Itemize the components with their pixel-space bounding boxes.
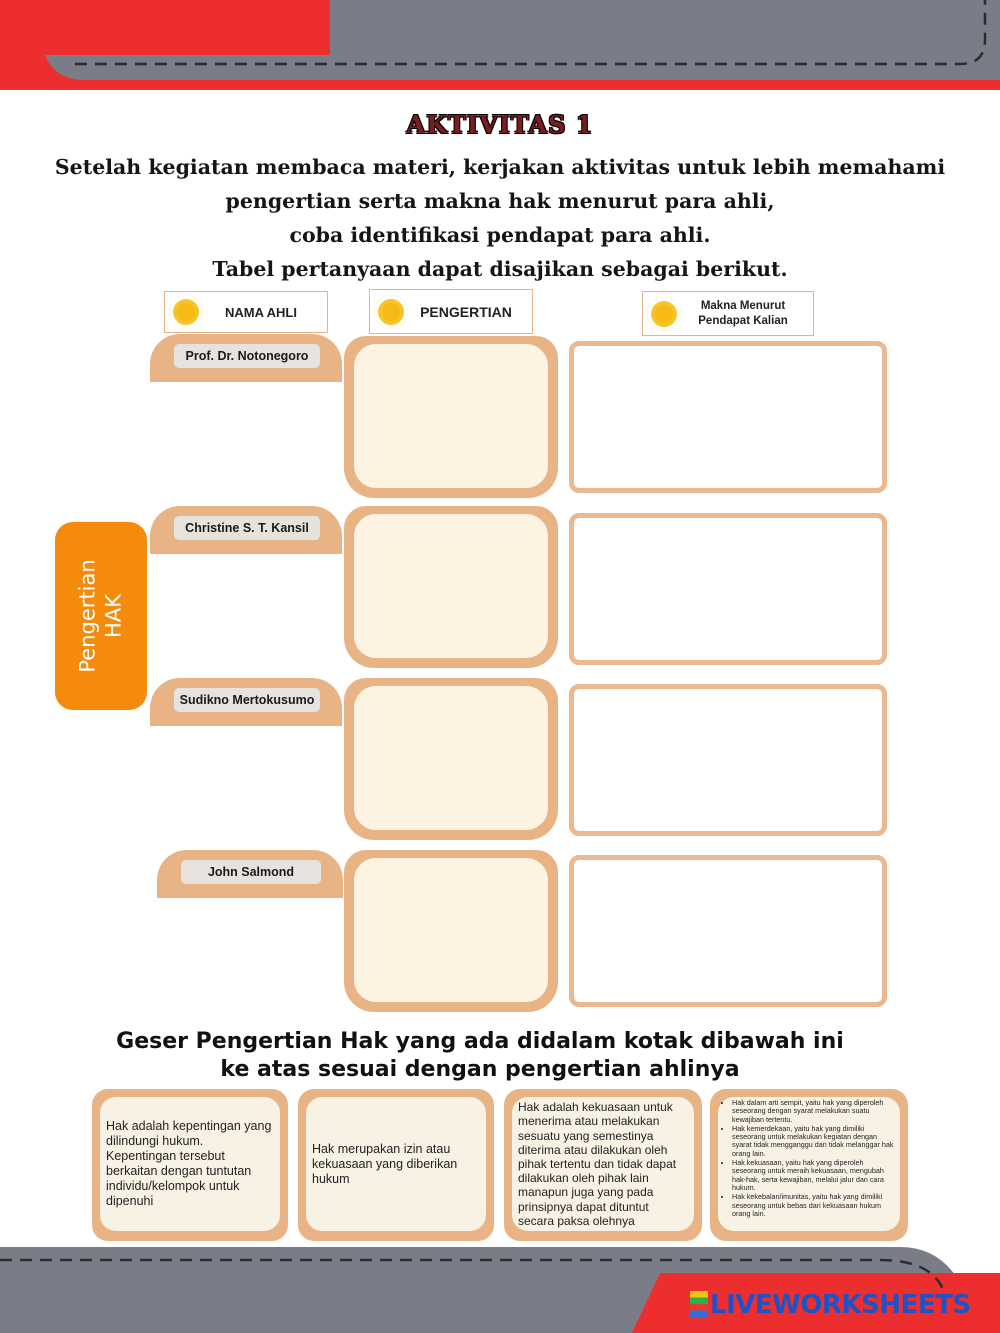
meaning-answer-box[interactable] bbox=[569, 855, 887, 1007]
meaning-answer-box[interactable] bbox=[569, 684, 887, 836]
card-list bbox=[718, 1097, 900, 1231]
header-name bbox=[164, 291, 328, 333]
top-decorative-band bbox=[0, 0, 1000, 90]
instruction-line: pengertian serta makna hak menurut para ahli, bbox=[225, 189, 775, 213]
expert-name: Sudikno Mertokusumo bbox=[174, 688, 320, 712]
draggable-card[interactable] bbox=[504, 1089, 702, 1241]
instruction-line: coba identifikasi pendapat para ahli. bbox=[289, 223, 711, 247]
list-item: • Hak kemerdekaan, yaitu hak yang dimiliki seseorang untuk melakukan kegiatan dengan syarat tidak mengganggu dan tidak melanggar hak orang lain. bbox=[732, 1125, 896, 1158]
header-definition-label: PENGERTIAN bbox=[420, 303, 512, 320]
draggable-card[interactable] bbox=[92, 1089, 288, 1241]
liveworksheets-logo bbox=[690, 1290, 971, 1320]
drag-instruction-line: ke atas sesuai dengan pengertian ahlinya bbox=[220, 1057, 740, 1082]
drop-zone-inner bbox=[354, 344, 548, 488]
sun-icon bbox=[169, 295, 203, 329]
header-name-label: NAMA AHLI bbox=[225, 304, 297, 320]
header-meaning-line: Makna Menurut bbox=[700, 299, 786, 312]
sun-icon bbox=[374, 295, 408, 329]
drop-zone-inner bbox=[354, 686, 548, 830]
drop-zone-inner bbox=[354, 514, 548, 658]
instruction-line: Setelah kegiatan membaca materi, kerjakan aktivitas untuk lebih memahami bbox=[54, 155, 946, 179]
list-item: • Hak kekebalan/imunitas, yaitu hak yang dimiliki seseorang untuk bebas dari kekuasaan hukum orang lain. bbox=[732, 1193, 896, 1218]
side-label-line: HAK bbox=[102, 594, 126, 638]
activity-title: AKTIVITAS 1 bbox=[406, 110, 594, 139]
expert-tab bbox=[157, 850, 343, 898]
expert-tab bbox=[150, 678, 342, 726]
expert-name: John Salmond bbox=[181, 860, 321, 884]
definition-drop-zone[interactable] bbox=[344, 336, 558, 498]
card-text: Hak adalah kepentingan yang dilindungi hukum. Kepentingan tersebut berkaitan dengan tuntutan individu/kelompok untuk dipenuhi bbox=[100, 1097, 280, 1231]
expert-name: Christine S. T. Kansil bbox=[174, 516, 320, 540]
meaning-answer-box[interactable] bbox=[569, 513, 887, 665]
live-blocks-icon bbox=[690, 1291, 708, 1317]
header-meaning-line: Pendapat Kalian bbox=[698, 314, 788, 327]
expert-name: Prof. Dr. Notonegoro bbox=[174, 344, 320, 368]
drag-instruction bbox=[80, 1028, 880, 1084]
definition-drop-zone[interactable] bbox=[344, 850, 558, 1012]
draggable-card[interactable] bbox=[710, 1089, 908, 1241]
drag-instruction-line: Geser Pengertian Hak yang ada didalam kotak dibawah ini bbox=[116, 1029, 844, 1054]
instructions bbox=[0, 150, 1000, 286]
card-text: Hak merupakan izin atau kekuasaan yang diberikan hukum bbox=[306, 1097, 486, 1231]
meaning-answer-box[interactable] bbox=[569, 341, 887, 493]
drop-zone-inner bbox=[354, 858, 548, 1002]
definition-drop-zone[interactable] bbox=[344, 678, 558, 840]
list-item: • Hak dalam arti sempit, yaitu hak yang diperoleh seseorang dengan syarat melakukan suatu kewajiban tertentu. bbox=[732, 1099, 896, 1124]
header-meaning bbox=[642, 291, 814, 336]
card-text: Hak adalah kekuasaan untuk menerima atau melakukan sesuatu yang semestinya diterima atau dilakukan oleh pihak tertentu dan tidak dapat dilakukan oleh pihak lain manapun juga yang pada prinsipnya dapat dituntut secara paksa olehnya bbox=[512, 1097, 694, 1231]
expert-tab bbox=[150, 334, 342, 382]
header-definition bbox=[369, 289, 533, 334]
definition-drop-zone[interactable] bbox=[344, 506, 558, 668]
side-label-line: Pengertian bbox=[76, 559, 100, 673]
expert-tab bbox=[150, 506, 342, 554]
side-label-pengertian-hak bbox=[55, 522, 147, 710]
sun-icon bbox=[647, 297, 681, 331]
instruction-line: Tabel pertanyaan dapat disajikan sebagai berikut. bbox=[212, 257, 788, 281]
list-item: • Hak kekuasaan, yaitu hak yang diperoleh seseorang untuk meraih kekuasaan, mengubah hak-hak, serta kewajiban, melalui jalur dan cara hukum. bbox=[732, 1159, 896, 1192]
draggable-card[interactable] bbox=[298, 1089, 494, 1241]
brand-text: LIVEWORKSHEETS bbox=[710, 1290, 971, 1320]
